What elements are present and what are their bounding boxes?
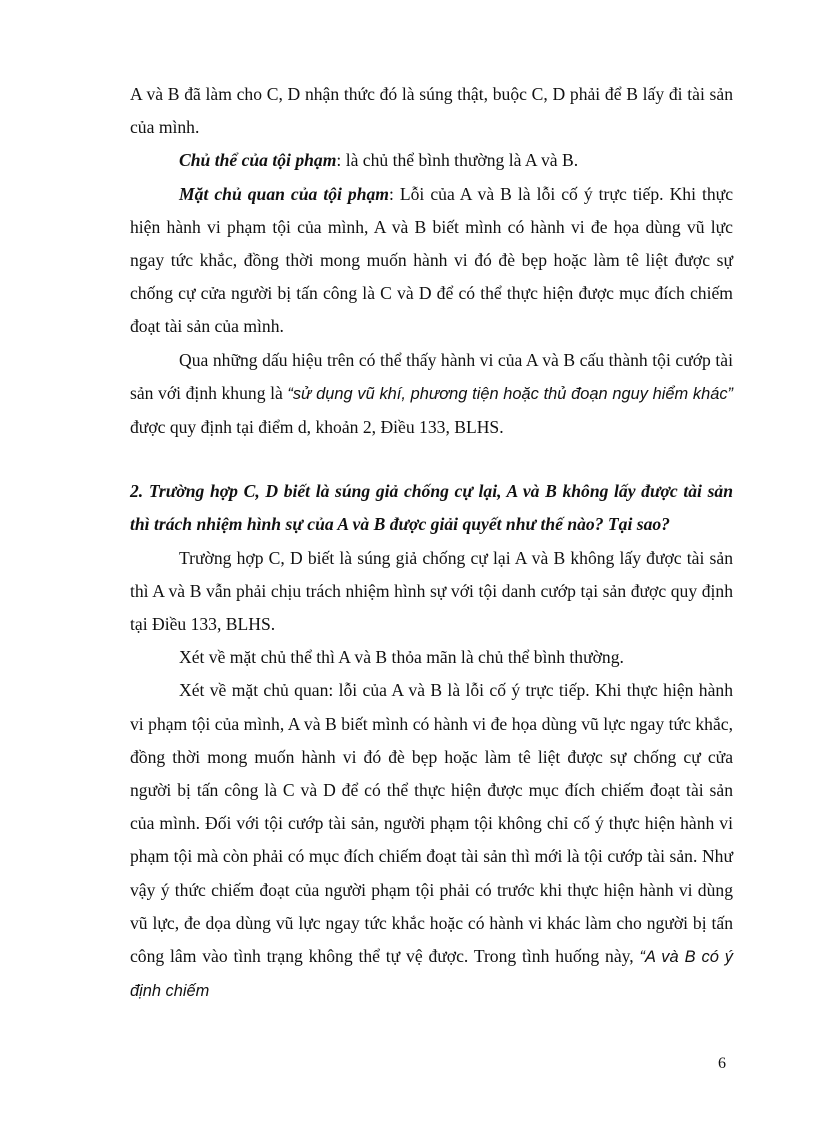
- paragraph-subjective-lead: Mặt chủ quan của tội phạm: [179, 183, 389, 204]
- paragraph-subject-of-crime: [130, 144, 733, 177]
- paragraph-subjective-analysis: [130, 674, 733, 1008]
- paragraph-subject-lead: Chủ thể của tội phạm: [179, 150, 337, 171]
- paragraph-subjective-text: : Lỗi của A và B là lỗi cố ý trực tiếp. Khi thực hiện hành vi phạm tội của mình, A và B biết mình có hành vi đe họa dùng vũ lực ngay tức khắc, đồng thời mong muốn hành vi đó đè bẹp hoặc làm tê liệt được sự chống cự cửa người bị tấn công là C và D để có thể thực hiện được mục đích chiếm đoạt tài sản của mình.: [130, 183, 734, 337]
- paragraph-subjective-analysis-text: Xét về mặt chủ quan: lỗi của A và B là lỗi cố ý trực tiếp. Khi thực hiện hành vi phạm tội của mình, A và B biết mình có hành vi đe họa dùng vũ lực ngay tức khắc, đồng thời mong muốn hành vi đó đè bẹp hoặc làm tê liệt được sự chống cự cửa người bị tấn công là C và D để có thể thực hiện được mục đích chiếm đoạt tài sản của mình. Đối với tội cướp tài sản, người phạm tội không chỉ cố ý thực hiện hành vi phạm tội mà còn phải có mục đích chiếm đoạt tài sản thì mới là tội cướp tài sản. Như vậy ý thức chiếm đoạt của người phạm tội phải có trước khi thực hiện hành vi dùng vũ lực, đe dọa dùng vũ lực ngay tức khắc hoặc có hành vi khác làm cho người bị tấn công lâm vào tình trạng không thể tự vệ được. Trong tình huống này,: [130, 680, 733, 967]
- paragraph-subjective-aspect: [130, 178, 733, 344]
- paragraph-conclusion-quote: “sử dụng vũ khí, phương tiện hoặc thủ đoạn nguy hiểm khác”: [287, 384, 734, 403]
- paragraph-1: A và B đã làm cho C, D nhận thức đó là súng thật, buộc C, D phải để B lấy đi tài sản của mình.: [130, 84, 733, 138]
- paragraph-conclusion-tail: được quy định tại điểm d, khoản 2, Điều 133, BLHS.: [130, 417, 504, 438]
- paragraph-subjective-analysis-quote: “A và B có ý định chiếm: [130, 948, 733, 1001]
- paragraph-conclusion: [130, 344, 733, 445]
- page-number: 6: [718, 1055, 726, 1072]
- section-heading-question-2: 2. Trường hợp C, D biết là súng giả chống cự lại, A và B không lấy được tài sản thì trách nhiệm hình sự của A và B được giải quyết như thế nào? Tại sao?: [130, 481, 733, 535]
- paragraph-subject-aspect: Xét về mặt chủ thể thì A và B thỏa mãn là chủ thể bình thường.: [179, 647, 624, 668]
- paragraph-conclusion-text: Qua những dấu hiệu trên có thể thấy hành vi của A và B cấu thành tội cướp tài sản với định khung là: [130, 349, 733, 403]
- paragraph-answer: Trường hợp C, D biết là súng giả chống cự lại A và B không lấy được tài sản thì A và B vẫn phải chịu trách nhiệm hình sự với tội danh cướp tại sản được quy định tại Điều 133, BLHS.: [130, 547, 733, 635]
- paragraph-subject-text: : là chủ thể bình thường là A và B.: [336, 150, 579, 171]
- document-body: [130, 78, 733, 1008]
